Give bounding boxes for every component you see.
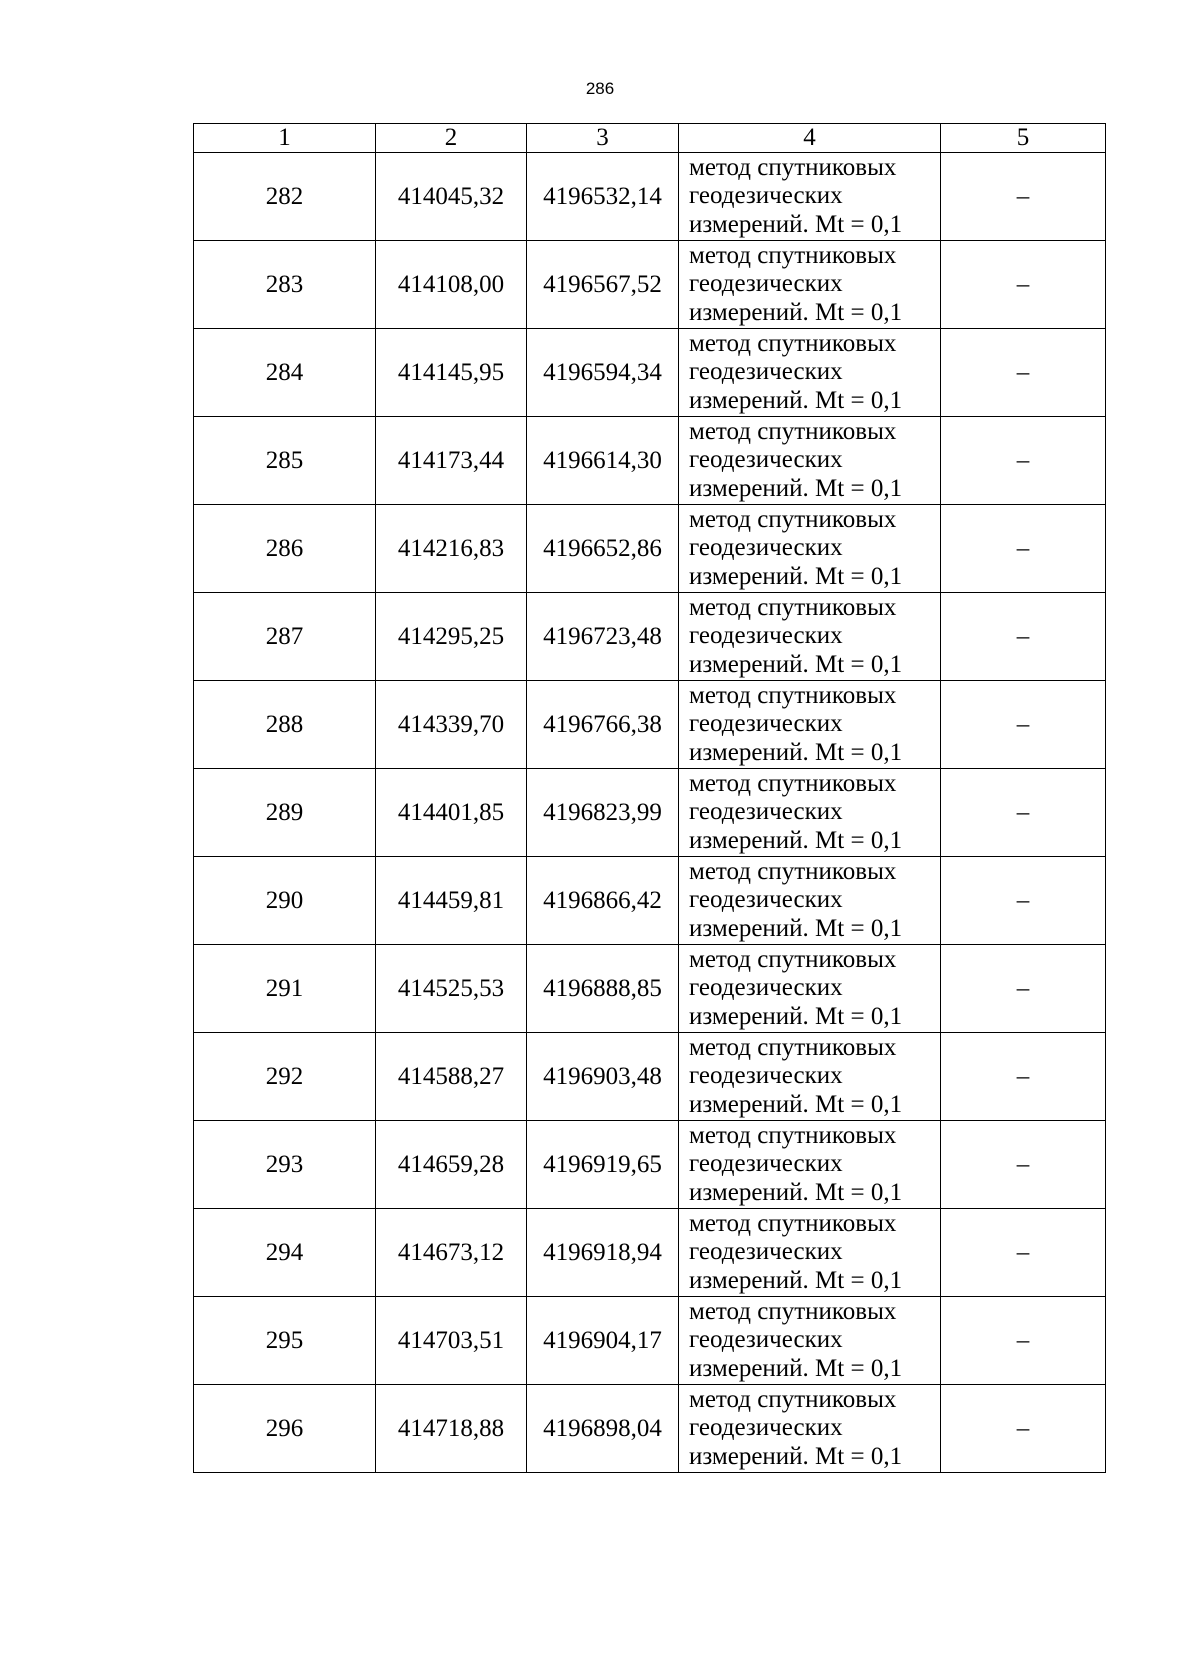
table-row xyxy=(194,769,1106,857)
point-number-cell: 286 xyxy=(194,505,376,593)
method-line: измерений. Mt = 0,1 xyxy=(689,1266,903,1294)
method-line: метод спутниковых xyxy=(689,505,897,533)
method-line: измерений. Mt = 0,1 xyxy=(689,738,903,766)
point-number-cell: 282 xyxy=(194,153,376,241)
method-line: геодезических xyxy=(689,358,843,386)
point-number-cell: 289 xyxy=(194,769,376,857)
table-row xyxy=(194,1033,1106,1121)
x-coordinate-cell: 414295,25 xyxy=(376,593,527,681)
method-cell xyxy=(679,593,941,681)
x-coordinate-cell: 414659,28 xyxy=(376,1121,527,1209)
method-line: измерений. Mt = 0,1 xyxy=(689,914,903,942)
point-number-cell: 290 xyxy=(194,857,376,945)
method-cell xyxy=(679,1297,941,1385)
method-line: измерений. Mt = 0,1 xyxy=(689,1442,903,1470)
point-number-cell: 295 xyxy=(194,1297,376,1385)
note-cell: – xyxy=(941,1297,1106,1385)
note-cell: – xyxy=(941,857,1106,945)
method-line: метод спутниковых xyxy=(689,593,897,621)
method-cell xyxy=(679,681,941,769)
method-cell xyxy=(679,505,941,593)
y-coordinate-cell: 4196903,48 xyxy=(527,1033,679,1121)
table-row xyxy=(194,329,1106,417)
note-cell: – xyxy=(941,1033,1106,1121)
x-coordinate-cell: 414703,51 xyxy=(376,1297,527,1385)
method-cell xyxy=(679,1385,941,1473)
method-line: метод спутниковых xyxy=(689,681,897,709)
method-line: метод спутниковых xyxy=(689,1121,897,1149)
method-line: геодезических xyxy=(689,886,843,914)
method-line: геодезических xyxy=(689,974,843,1002)
note-cell: – xyxy=(941,1121,1106,1209)
point-number-cell: 292 xyxy=(194,1033,376,1121)
point-number-cell: 283 xyxy=(194,241,376,329)
method-cell xyxy=(679,1033,941,1121)
note-cell: – xyxy=(941,681,1106,769)
point-number-cell: 285 xyxy=(194,417,376,505)
method-line: метод спутниковых xyxy=(689,417,897,445)
method-line: метод спутниковых xyxy=(689,153,897,181)
x-coordinate-cell: 414216,83 xyxy=(376,505,527,593)
x-coordinate-cell: 414401,85 xyxy=(376,769,527,857)
x-coordinate-cell: 414673,12 xyxy=(376,1209,527,1297)
method-cell xyxy=(679,1209,941,1297)
method-line: геодезических xyxy=(689,534,843,562)
y-coordinate-cell: 4196919,65 xyxy=(527,1121,679,1209)
method-line: измерений. Mt = 0,1 xyxy=(689,1090,903,1118)
point-number-cell: 296 xyxy=(194,1385,376,1473)
method-line: метод спутниковых xyxy=(689,1297,897,1325)
note-cell: – xyxy=(941,593,1106,681)
method-line: измерений. Mt = 0,1 xyxy=(689,298,903,326)
method-line: измерений. Mt = 0,1 xyxy=(689,210,903,238)
x-coordinate-cell: 414145,95 xyxy=(376,329,527,417)
note-cell: – xyxy=(941,417,1106,505)
point-number-cell: 293 xyxy=(194,1121,376,1209)
method-line: измерений. Mt = 0,1 xyxy=(689,650,903,678)
x-coordinate-cell: 414525,53 xyxy=(376,945,527,1033)
y-coordinate-cell: 4196866,42 xyxy=(527,857,679,945)
x-coordinate-cell: 414173,44 xyxy=(376,417,527,505)
note-cell: – xyxy=(941,945,1106,1033)
table-row xyxy=(194,1121,1106,1209)
note-cell: – xyxy=(941,153,1106,241)
method-line: геодезических xyxy=(689,270,843,298)
point-number-cell: 288 xyxy=(194,681,376,769)
method-cell xyxy=(679,769,941,857)
method-cell xyxy=(679,1121,941,1209)
method-line: геодезических xyxy=(689,710,843,738)
y-coordinate-cell: 4196567,52 xyxy=(527,241,679,329)
method-line: метод спутниковых xyxy=(689,1385,897,1413)
table-row xyxy=(194,417,1106,505)
x-coordinate-cell: 414459,81 xyxy=(376,857,527,945)
method-line: измерений. Mt = 0,1 xyxy=(689,826,903,854)
table-row xyxy=(194,1297,1106,1385)
method-line: измерений. Mt = 0,1 xyxy=(689,562,903,590)
method-cell xyxy=(679,945,941,1033)
y-coordinate-cell: 4196532,14 xyxy=(527,153,679,241)
note-cell: – xyxy=(941,241,1106,329)
table-body xyxy=(194,153,1106,1473)
method-line: измерений. Mt = 0,1 xyxy=(689,1002,903,1030)
table-row xyxy=(194,857,1106,945)
method-cell xyxy=(679,153,941,241)
method-line: геодезических xyxy=(689,1238,843,1266)
note-cell: – xyxy=(941,329,1106,417)
table-row xyxy=(194,1209,1106,1297)
y-coordinate-cell: 4196904,17 xyxy=(527,1297,679,1385)
x-coordinate-cell: 414045,32 xyxy=(376,153,527,241)
column-header: 2 xyxy=(376,124,527,153)
method-line: геодезических xyxy=(689,1150,843,1178)
method-line: измерений. Mt = 0,1 xyxy=(689,474,903,502)
coordinates-table xyxy=(193,123,1106,1473)
method-line: геодезических xyxy=(689,182,843,210)
y-coordinate-cell: 4196898,04 xyxy=(527,1385,679,1473)
y-coordinate-cell: 4196723,48 xyxy=(527,593,679,681)
y-coordinate-cell: 4196888,85 xyxy=(527,945,679,1033)
method-line: геодезических xyxy=(689,622,843,650)
table-row xyxy=(194,945,1106,1033)
x-coordinate-cell: 414108,00 xyxy=(376,241,527,329)
x-coordinate-cell: 414339,70 xyxy=(376,681,527,769)
x-coordinate-cell: 414718,88 xyxy=(376,1385,527,1473)
table-row xyxy=(194,153,1106,241)
method-cell xyxy=(679,329,941,417)
table-row xyxy=(194,241,1106,329)
y-coordinate-cell: 4196766,38 xyxy=(527,681,679,769)
column-header: 5 xyxy=(941,124,1106,153)
table-row xyxy=(194,681,1106,769)
method-line: геодезических xyxy=(689,798,843,826)
point-number-cell: 284 xyxy=(194,329,376,417)
table-row xyxy=(194,1385,1106,1473)
point-number-cell: 287 xyxy=(194,593,376,681)
method-line: метод спутниковых xyxy=(689,769,897,797)
method-line: геодезических xyxy=(689,446,843,474)
table-row xyxy=(194,593,1106,681)
x-coordinate-cell: 414588,27 xyxy=(376,1033,527,1121)
y-coordinate-cell: 4196594,34 xyxy=(527,329,679,417)
method-cell xyxy=(679,857,941,945)
note-cell: – xyxy=(941,1209,1106,1297)
method-line: метод спутниковых xyxy=(689,945,897,973)
method-cell xyxy=(679,241,941,329)
y-coordinate-cell: 4196614,30 xyxy=(527,417,679,505)
column-header: 3 xyxy=(527,124,679,153)
y-coordinate-cell: 4196918,94 xyxy=(527,1209,679,1297)
y-coordinate-cell: 4196652,86 xyxy=(527,505,679,593)
page-number: 286 xyxy=(585,79,615,98)
method-cell xyxy=(679,417,941,505)
point-number-cell: 291 xyxy=(194,945,376,1033)
method-line: метод спутниковых xyxy=(689,241,897,269)
note-cell: – xyxy=(941,505,1106,593)
point-number-cell: 294 xyxy=(194,1209,376,1297)
note-cell: – xyxy=(941,1385,1106,1473)
column-header: 1 xyxy=(194,124,376,153)
table-header xyxy=(194,124,1106,153)
method-line: измерений. Mt = 0,1 xyxy=(689,386,903,414)
method-line: измерений. Mt = 0,1 xyxy=(689,1354,903,1382)
method-line: геодезических xyxy=(689,1062,843,1090)
column-header: 4 xyxy=(679,124,941,153)
note-cell: – xyxy=(941,769,1106,857)
table-row xyxy=(194,505,1106,593)
method-line: метод спутниковых xyxy=(689,329,897,357)
y-coordinate-cell: 4196823,99 xyxy=(527,769,679,857)
method-line: геодезических xyxy=(689,1326,843,1354)
method-line: геодезических xyxy=(689,1414,843,1442)
method-line: метод спутниковых xyxy=(689,1209,897,1237)
method-line: метод спутниковых xyxy=(689,857,897,885)
header-row xyxy=(194,124,1106,153)
method-line: измерений. Mt = 0,1 xyxy=(689,1178,903,1206)
method-line: метод спутниковых xyxy=(689,1033,897,1061)
